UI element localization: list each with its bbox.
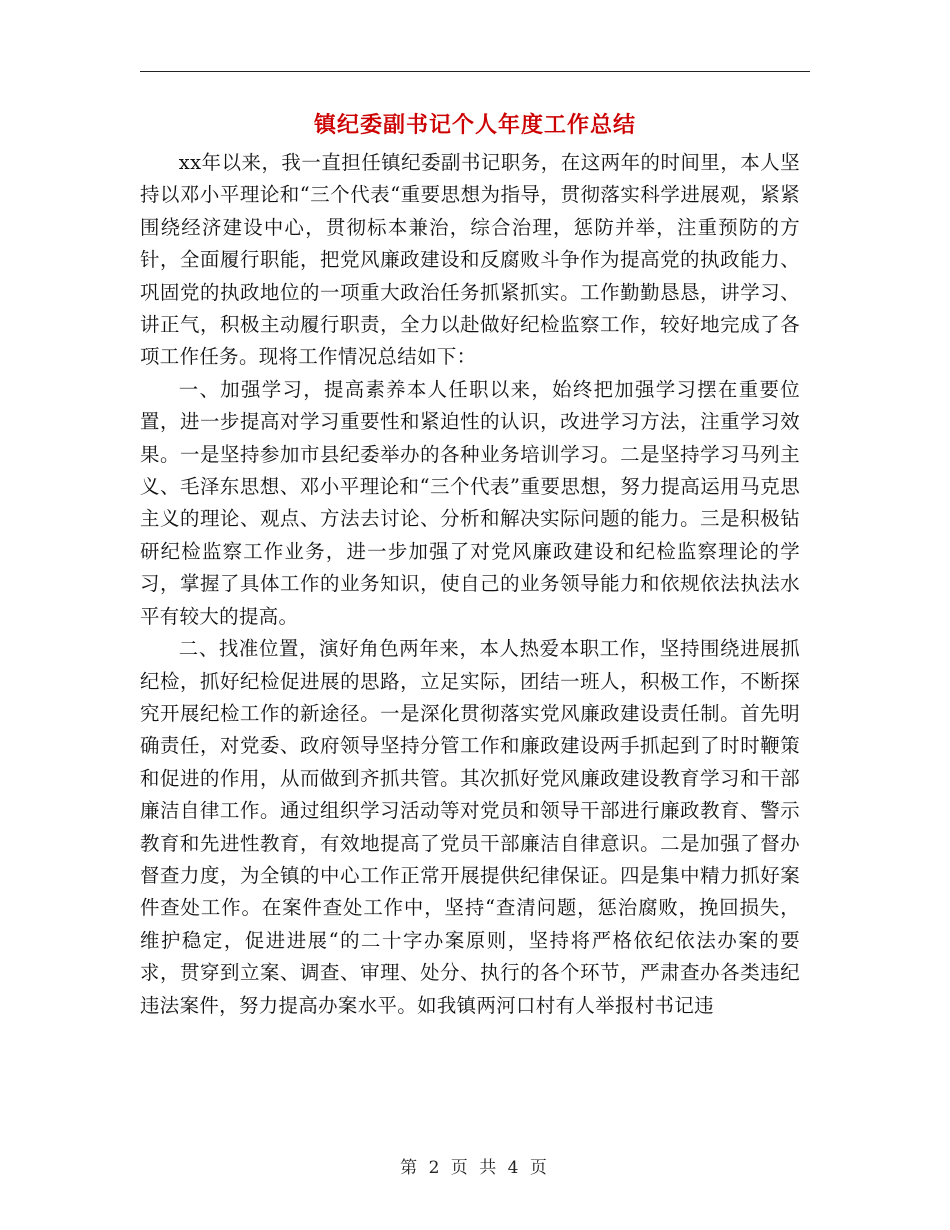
document-title: 镇纪委副书记个人年度工作总结 bbox=[313, 112, 636, 138]
paragraph-intro: xx年以来，我一直担任镇纪委副书记职务，在这两年的时间里，本人坚持以邓小平理论和“三个代表“重要思想为指导，贯彻落实科学进展观，紧紧围绕经济建设中心，贯彻标本兼治，综合治理，惩防并举，注重预防的方针，全面履行职能，把党风廉政建设和反腐败斗争作为提高党的执政能力、巩固党的执政地位的一项重大政治任务抓紧抓实。工作勤勤恳恳，讲学习、讲正气，积极主动履行职责，全力以赴做好纪检监察工作，较好地完成了各项工作任务。现将工作情况总结如下： bbox=[140, 151, 800, 369]
document-body bbox=[140, 147, 800, 1022]
page-number-footer: 第 2 页 共 4 页 bbox=[400, 1158, 550, 1178]
paragraph-learning: 一、加强学习，提高素养本人任职以来，始终把加强学习摆在重要位置，进一步提高对学习重要性和紧迫性的认识，改进学习方法，注重学习效果。一是坚持参加市县纪委举办的各种业务培训学习。二是坚持学习马列主义、毛泽东思想、邓小平理论和“三个代表”重要思想，努力提高运用马克思主义的理论、观点、方法去讨论、分析和解决实际问题的能力。三是积极钻研纪检监察工作业务，进一步加强了对党风廉政建设和纪检监察理论的学习，掌握了具体工作的业务知识，使自己的业务领导能力和依规依法执法水平有较大的提高。 bbox=[140, 377, 800, 628]
paragraph-position: 二、找准位置，演好角色两年来，本人热爱本职工作，坚持围绕进展抓纪检，抓好纪检促进展的思路，立足实际，团结一班人，积极工作，不断探究开展纪检工作的新途径。一是深化贯彻落实党风廉政建设责任制。首先明确责任，对党委、政府领导坚持分管工作和廉政建设两手抓起到了时时鞭策和促进的作用，从而做到齐抓共管。其次抓好党风廉政建设教育学习和干部廉洁自律工作。通过组织学习活动等对党员和领导干部进行廉政教育、警示教育和先进性教育，有效地提高了党员干部廉洁自律意识。二是加强了督办督查力度，为全镇的中心工作正常开展提供纪律保证。四是集中精力抓好案件查处工作。在案件查处工作中，坚持“查清问题，惩治腐败，挽回损失，维护稳定，促进进展“的二十字办案原则，坚持将严格依纪依法办案的要求，贯穿到立案、调查、审理、处分、执行的各个环节，严肃查办各类违纪违法案件，努力提高办案水平。如我镇两河口村有人举报村书记违 bbox=[140, 637, 800, 1017]
header-rule bbox=[140, 71, 810, 72]
